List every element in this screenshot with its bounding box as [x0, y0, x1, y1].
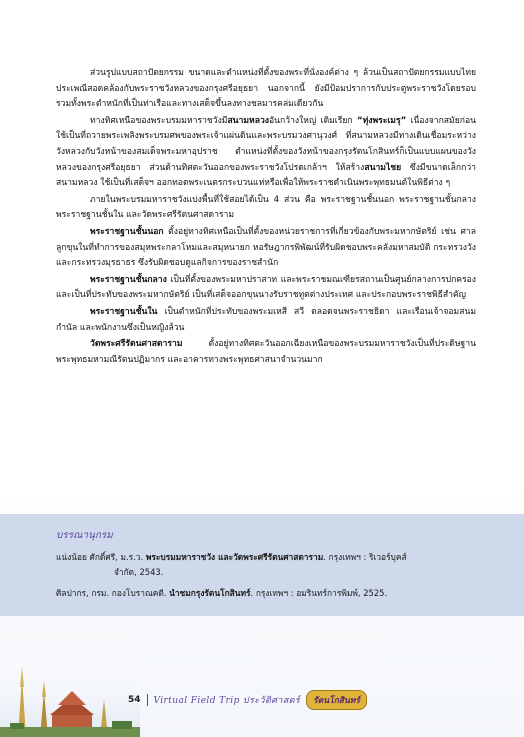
reference-item: [56, 550, 476, 565]
reference-item-continuation: [114, 565, 474, 580]
page-footer: [0, 616, 524, 737]
body-paragraph: [56, 305, 476, 336]
footer-logo: รัตนโกสินทร์: [306, 690, 367, 710]
page-number: 54: [128, 695, 141, 705]
paragraph-text: เป็นตำหนักที่ประทับของพระมเหสี สวี ตลอดจนพระราชธิดา และเรือนเจ้าจอมสนมกำนัล และพนักงานซึ่งเป็นหญิงล้วน: [56, 306, 476, 333]
emphasis-text: พระราชฐานชั้นนอก: [90, 226, 164, 237]
paragraph-text: ส่วนรูปแบบสถาปัตยกรรม ขนาดและตำแหน่งที่ตั้งของพระที่นั่งองค์ต่าง ๆ ล้วนเป็นสถาปัตยกรรมแบบไทยประเพณีสอดคล้องกับพระราชวังหลวงของกรุงศรีอยุธยา นอกจากนี้ ยังมีป้อมปราการกับประตูพระราชวังโดยรอบ รวมทั้งพระตำหนักที่เป็นท่าเรือและทางเสด็จขึ้นลงทางชลมารคล่มเดียวกัน: [56, 68, 476, 110]
reference-publication: . กรุงเทพฯ : อมรินทร์การพิมพ์, 2525.: [250, 588, 388, 598]
reference-title: นำชมกรุงรัตนโกสินทร์: [169, 588, 251, 598]
emphasis-text: “ทุ่งพระเมรุ”: [356, 115, 407, 126]
body-paragraph: [56, 193, 476, 224]
emphasis-text: สนามหลวง: [227, 115, 270, 126]
reference-author: แน่งน้อย ศักดิ์ศรี, ม.ร.ว.: [56, 552, 146, 562]
paragraph-text: ตั้งอยู่ทางทิศตะวันออกเฉียงเหนือของพระบรมมหาราชวังเป็นที่ประดิษฐานพระพุทธมหามณีรัตนปฏิมากร และอาคารทางพระพุทธศาสนาจำนวนมาก: [56, 339, 476, 365]
reference-author: ศิลปากร, กรม. กองโบราณคดี.: [56, 588, 170, 598]
body-paragraph: [56, 66, 476, 113]
grand-palace-temple-illustration: [0, 657, 140, 737]
body-paragraph: [56, 337, 476, 368]
reference-publication: จำกัด, 2543.: [114, 567, 164, 577]
body-paragraph: [56, 114, 476, 192]
emphasis-text: สนามไชย: [364, 162, 402, 173]
emphasis-text: พระราชฐานชั้นกลาง: [90, 274, 167, 285]
paragraph-text: ทางทิศเหนือของพระบรมมหาราชวังมี: [90, 115, 228, 126]
paragraph-text: เป็นที่ตั้งของพระมหาปราสาท และพระราชมณเฑียรสถานเป็นศูนย์กลางการปกครอง และเป็นที่ประทับของพระมหากษัตริย์ เป็นที่เสด็จออกขุนนางรับราชทูตต่างประเทศ และประกอบพระราชพิธีสำคัญ: [56, 274, 476, 301]
body-text: [56, 66, 476, 369]
references-title: บรรณานุกรม: [56, 530, 113, 541]
references-section: [0, 514, 524, 616]
footer-bar: [128, 688, 398, 712]
paragraph-text: อันกว้างใหญ่ เดิมเรียก: [269, 115, 357, 126]
reference-publication: . กรุงเทพฯ : ริเวอร์บุคส์: [323, 552, 407, 562]
paragraph-text: ตั้งอยู่ทางทิศเหนือเป็นที่ตั้งของหน่วยราชการที่เกี่ยวข้องกับพระมหากษัตริย์ เช่น ศาลลูกขุนในที่ทำการของสมุหพระกลาโหมและสมุหนายก หอรัษฎากรพิพัฒน์ที่รับผิดชอบพระคลังมหาสมบัติ กระทรวงวัง และกระทรวงมุรธาธร ซึ่งรับผิดชอบดูแลกิจการของราชสำนัก: [56, 226, 476, 269]
emphasis-text: วัดพระศรีรัตนศาสดาราม: [90, 339, 183, 350]
reference-item: [56, 586, 476, 601]
footer-title: Virtual Field Trip ประวัติศาสตร์: [153, 696, 301, 706]
reference-title: พระบรมมหาราชวัง และวัดพระศรีรัตนศาสดาราม: [145, 552, 324, 562]
paragraph-text: ซึ่งมีขนาดเล็กกว่าสนามหลวง ใช้เป็นที่เสด็จฯ ออกทอดพระเนตรกระบวนแห่หรือเพื่อให้พระราชดำเนินพระพุทธมนต์ในพิธีต่าง ๆ: [56, 162, 476, 189]
paragraph-text: ภายในพระบรมมหาราชวังแบ่งพื้นที่ใช้สอยได้เป็น 4 ส่วน คือ พระราชฐานชั้นนอก พระราชฐานชั้นกลาง พระราชฐานชั้นใน และวัดพระศรีรัตนศาสดาราม: [56, 194, 476, 221]
body-paragraph: [56, 225, 476, 272]
body-paragraph: [56, 273, 476, 304]
emphasis-text: พระราชฐานชั้นใน: [90, 306, 158, 317]
footer-separator: [147, 694, 148, 706]
paragraph-text: เนื่องจากสมัยก่อนใช้เป็นที่ถวายพระเพลิงพระบรมศพของพระเจ้าแผ่นดินและพระบรมวงศานุวงศ์ ที่สนามหลวงมีทางเดินเชื่อมระหว่างวังหลวงกับวังหน้าของสมเด็จพระมหาอุปราช ตำแหน่งที่ตั้งของวังหน้าของกรุงรัตนโกสินทร์ก็เป็นแบบแผนของวังหลวงของกรุงศรีอยุธยา ส่วนด้านทิศตะวันออกของพระราชวังโปรดเกล้าฯ ให้สร้าง: [56, 115, 476, 173]
